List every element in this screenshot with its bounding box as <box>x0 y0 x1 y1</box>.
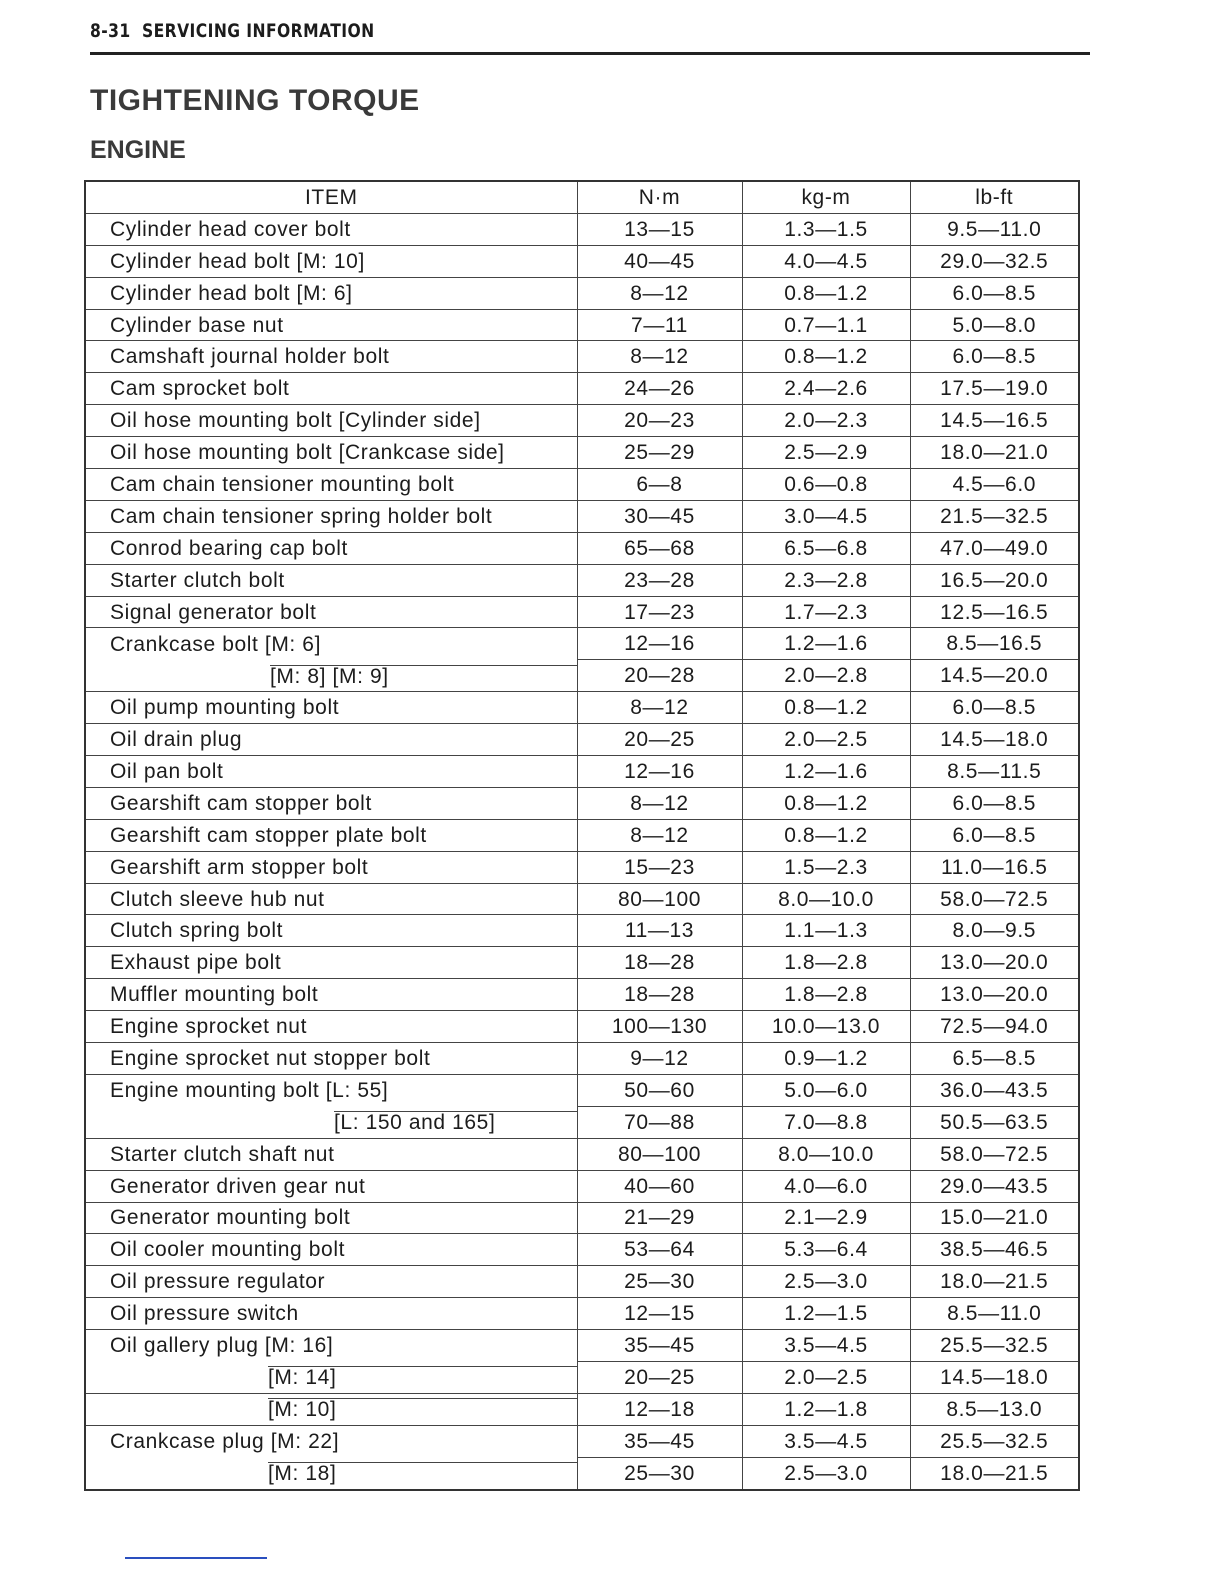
item-cell <box>85 851 577 883</box>
item-cell <box>85 309 577 341</box>
nm-cell: 12—18 <box>577 1393 742 1425</box>
item-label: Cylinder head bolt [M: 6] <box>110 281 353 305</box>
lbft-cell: 6.5—8.5 <box>910 1043 1079 1075</box>
item-cell <box>85 1361 577 1393</box>
kgm-cell: 1.8—2.8 <box>742 947 910 979</box>
table-row <box>85 1138 1079 1170</box>
kgm-cell: 6.5—6.8 <box>742 532 910 564</box>
item-label: Cam sprocket bolt <box>110 377 290 401</box>
item-label: Gearshift cam stopper bolt <box>110 791 372 815</box>
item-label: Crankcase plug [M: 22] <box>110 1429 340 1453</box>
item-label: Generator driven gear nut <box>110 1174 366 1198</box>
kgm-cell: 2.0—2.5 <box>742 724 910 756</box>
nm-cell: 30—45 <box>577 500 742 532</box>
table-row <box>85 979 1079 1011</box>
nm-cell: 20—28 <box>577 660 742 692</box>
lbft-cell: 13.0—20.0 <box>910 979 1079 1011</box>
kgm-cell: 1.8—2.8 <box>742 979 910 1011</box>
column-header-nm: N·m <box>577 181 742 213</box>
table-row <box>85 1202 1079 1234</box>
item-label: Engine mounting bolt [L: 55] <box>110 1079 389 1103</box>
item-cell <box>85 692 577 724</box>
kgm-cell: 0.8—1.2 <box>742 819 910 851</box>
lbft-cell: 14.5—20.0 <box>910 660 1079 692</box>
item-cell <box>85 373 577 405</box>
torque-table-container <box>84 180 1078 1491</box>
item-cell <box>85 756 577 788</box>
lbft-cell: 29.0—43.5 <box>910 1170 1079 1202</box>
item-label: Clutch spring bolt <box>110 919 284 943</box>
item-cell <box>85 469 577 501</box>
table-row <box>85 819 1079 851</box>
lbft-cell: 13.0—20.0 <box>910 947 1079 979</box>
item-label: Gearshift arm stopper bolt <box>110 855 369 879</box>
lbft-cell: 58.0—72.5 <box>910 883 1079 915</box>
kgm-cell: 0.8—1.2 <box>742 341 910 373</box>
item-label: [M: 18] <box>268 1462 578 1484</box>
item-cell <box>85 1043 577 1075</box>
lbft-cell: 47.0—49.0 <box>910 532 1079 564</box>
page-number: 8-31 <box>90 20 131 42</box>
nm-cell: 13—15 <box>577 213 742 245</box>
item-label: Oil cooler mounting bolt <box>110 1238 346 1262</box>
table-row <box>85 787 1079 819</box>
nm-cell: 15—23 <box>577 851 742 883</box>
lbft-cell: 8.0—9.5 <box>910 915 1079 947</box>
kgm-cell: 4.0—6.0 <box>742 1170 910 1202</box>
item-cell <box>85 437 577 469</box>
table-row <box>85 724 1079 756</box>
lbft-cell: 29.0—32.5 <box>910 245 1079 277</box>
table-row <box>85 213 1079 245</box>
kgm-cell: 2.5—3.0 <box>742 1457 910 1489</box>
nm-cell: 21—29 <box>577 1202 742 1234</box>
kgm-cell: 0.8—1.2 <box>742 787 910 819</box>
item-label: Cam chain tensioner spring holder bolt <box>110 504 493 528</box>
table-row <box>85 1043 1079 1075</box>
nm-cell: 20—25 <box>577 724 742 756</box>
item-cell <box>85 1330 577 1362</box>
table-row <box>85 309 1079 341</box>
kgm-cell: 1.2—1.6 <box>742 756 910 788</box>
nm-cell: 12—16 <box>577 756 742 788</box>
item-label: Oil drain plug <box>110 728 243 752</box>
lbft-cell: 8.5—13.0 <box>910 1393 1079 1425</box>
nm-cell: 50—60 <box>577 1074 742 1106</box>
table-row <box>85 1011 1079 1043</box>
lbft-cell: 11.0—16.5 <box>910 851 1079 883</box>
lbft-cell: 18.0—21.0 <box>910 437 1079 469</box>
nm-cell: 12—15 <box>577 1298 742 1330</box>
nm-cell: 35—45 <box>577 1330 742 1362</box>
nm-cell: 18—28 <box>577 979 742 1011</box>
item-label: Oil pump mounting bolt <box>110 696 340 720</box>
table-row <box>85 405 1079 437</box>
item-cell <box>85 564 577 596</box>
nm-cell: 20—23 <box>577 405 742 437</box>
item-cell <box>85 1106 577 1138</box>
item-cell <box>85 1425 577 1457</box>
table-row <box>85 1330 1079 1362</box>
table-row <box>85 469 1079 501</box>
item-label: Generator mounting bolt <box>110 1206 351 1230</box>
section-subtitle: ENGINE <box>90 136 186 164</box>
table-row <box>85 1393 1079 1425</box>
table-row <box>85 1425 1079 1457</box>
lbft-cell: 9.5—11.0 <box>910 213 1079 245</box>
kgm-cell: 2.5—2.9 <box>742 437 910 469</box>
kgm-cell: 7.0—8.8 <box>742 1106 910 1138</box>
nm-cell: 8—12 <box>577 341 742 373</box>
table-row <box>85 437 1079 469</box>
section-title: SERVICING INFORMATION <box>142 20 375 42</box>
lbft-cell: 14.5—18.0 <box>910 724 1079 756</box>
kgm-cell: 2.1—2.9 <box>742 1202 910 1234</box>
nm-cell: 11—13 <box>577 915 742 947</box>
lbft-cell: 72.5—94.0 <box>910 1011 1079 1043</box>
table-row <box>85 756 1079 788</box>
item-cell <box>85 1138 577 1170</box>
item-label: [M: 10] <box>268 1398 578 1420</box>
item-cell <box>85 1074 577 1106</box>
kgm-cell: 1.1—1.3 <box>742 915 910 947</box>
nm-cell: 40—45 <box>577 245 742 277</box>
kgm-cell: 0.9—1.2 <box>742 1043 910 1075</box>
kgm-cell: 1.2—1.8 <box>742 1393 910 1425</box>
item-label: Engine sprocket nut <box>110 1015 308 1039</box>
nm-cell: 20—25 <box>577 1361 742 1393</box>
item-cell <box>85 277 577 309</box>
table-row <box>85 532 1079 564</box>
nm-cell: 8—12 <box>577 787 742 819</box>
item-cell <box>85 947 577 979</box>
item-label: Cylinder head cover bolt <box>110 217 351 241</box>
table-row <box>85 1457 1079 1489</box>
table-row <box>85 245 1079 277</box>
item-cell <box>85 1393 577 1425</box>
table-row <box>85 628 1079 660</box>
lbft-cell: 18.0—21.5 <box>910 1266 1079 1298</box>
lbft-cell: 58.0—72.5 <box>910 1138 1079 1170</box>
lbft-cell: 6.0—8.5 <box>910 341 1079 373</box>
kgm-cell: 0.8—1.2 <box>742 277 910 309</box>
item-cell <box>85 979 577 1011</box>
lbft-cell: 36.0—43.5 <box>910 1074 1079 1106</box>
table-row <box>85 1361 1079 1393</box>
nm-cell: 17—23 <box>577 596 742 628</box>
table-row <box>85 1298 1079 1330</box>
nm-cell: 8—12 <box>577 692 742 724</box>
nm-cell: 8—12 <box>577 277 742 309</box>
lbft-cell: 50.5—63.5 <box>910 1106 1079 1138</box>
kgm-cell: 4.0—4.5 <box>742 245 910 277</box>
nm-cell: 23—28 <box>577 564 742 596</box>
torque-table <box>84 180 1080 1491</box>
item-label: Starter clutch shaft nut <box>110 1142 335 1166</box>
item-label: [M: 8] [M: 9] <box>270 665 578 687</box>
table-row <box>85 947 1079 979</box>
kgm-cell: 5.0—6.0 <box>742 1074 910 1106</box>
lbft-cell: 25.5—32.5 <box>910 1330 1079 1362</box>
item-cell <box>85 1011 577 1043</box>
nm-cell: 6—8 <box>577 469 742 501</box>
nm-cell: 40—60 <box>577 1170 742 1202</box>
item-cell <box>85 883 577 915</box>
nm-cell: 100—130 <box>577 1011 742 1043</box>
lbft-cell: 8.5—11.5 <box>910 756 1079 788</box>
kgm-cell: 0.7—1.1 <box>742 309 910 341</box>
item-label: Signal generator bolt <box>110 600 317 624</box>
nm-cell: 80—100 <box>577 883 742 915</box>
item-label: Oil hose mounting bolt [Crankcase side] <box>110 441 505 465</box>
footer-rule <box>125 1557 267 1559</box>
kgm-cell: 0.8—1.2 <box>742 692 910 724</box>
table-row <box>85 277 1079 309</box>
item-cell <box>85 532 577 564</box>
nm-cell: 18—28 <box>577 947 742 979</box>
item-label: Conrod bearing cap bolt <box>110 536 348 560</box>
lbft-cell: 15.0—21.0 <box>910 1202 1079 1234</box>
item-cell <box>85 915 577 947</box>
kgm-cell: 1.7—2.3 <box>742 596 910 628</box>
table-row <box>85 596 1079 628</box>
table-row <box>85 1106 1079 1138</box>
kgm-cell: 1.5—2.3 <box>742 851 910 883</box>
lbft-cell: 12.5—16.5 <box>910 596 1079 628</box>
kgm-cell: 3.0—4.5 <box>742 500 910 532</box>
kgm-cell: 1.2—1.6 <box>742 628 910 660</box>
kgm-cell: 8.0—10.0 <box>742 883 910 915</box>
nm-cell: 24—26 <box>577 373 742 405</box>
kgm-cell: 1.2—1.5 <box>742 1298 910 1330</box>
nm-cell: 9—12 <box>577 1043 742 1075</box>
item-cell <box>85 1202 577 1234</box>
lbft-cell: 16.5—20.0 <box>910 564 1079 596</box>
column-header-lbft: lb-ft <box>910 181 1079 213</box>
item-label: Cylinder head bolt [M: 10] <box>110 249 365 273</box>
item-cell <box>85 341 577 373</box>
lbft-cell: 14.5—16.5 <box>910 405 1079 437</box>
item-label: Gearshift cam stopper plate bolt <box>110 823 427 847</box>
item-cell <box>85 724 577 756</box>
kgm-cell: 1.3—1.5 <box>742 213 910 245</box>
kgm-cell: 2.0—2.8 <box>742 660 910 692</box>
lbft-cell: 6.0—8.5 <box>910 819 1079 851</box>
item-cell <box>85 245 577 277</box>
table-row <box>85 373 1079 405</box>
table-row <box>85 1266 1079 1298</box>
table-row <box>85 1234 1079 1266</box>
item-cell <box>85 500 577 532</box>
item-cell <box>85 787 577 819</box>
table-row <box>85 915 1079 947</box>
table-row <box>85 500 1079 532</box>
kgm-cell: 5.3—6.4 <box>742 1234 910 1266</box>
nm-cell: 70—88 <box>577 1106 742 1138</box>
kgm-cell: 2.0—2.5 <box>742 1361 910 1393</box>
item-label: Clutch sleeve hub nut <box>110 887 325 911</box>
lbft-cell: 18.0—21.5 <box>910 1457 1079 1489</box>
nm-cell: 25—30 <box>577 1457 742 1489</box>
item-label: Exhaust pipe bolt <box>110 951 282 975</box>
lbft-cell: 21.5—32.5 <box>910 500 1079 532</box>
lbft-cell: 5.0—8.0 <box>910 309 1079 341</box>
kgm-cell: 3.5—4.5 <box>742 1425 910 1457</box>
item-label: Cylinder base nut <box>110 313 284 337</box>
table-row <box>85 883 1079 915</box>
item-cell <box>85 660 577 692</box>
nm-cell: 8—12 <box>577 819 742 851</box>
kgm-cell: 10.0—13.0 <box>742 1011 910 1043</box>
lbft-cell: 6.0—8.5 <box>910 692 1079 724</box>
table-row <box>85 341 1079 373</box>
kgm-cell: 3.5—4.5 <box>742 1330 910 1362</box>
item-label: [L: 150 and 165] <box>334 1111 578 1133</box>
table-row <box>85 851 1079 883</box>
lbft-cell: 14.5—18.0 <box>910 1361 1079 1393</box>
page-title: TIGHTENING TORQUE <box>90 84 420 117</box>
table-row <box>85 564 1079 596</box>
table-row <box>85 1074 1079 1106</box>
item-cell <box>85 628 577 660</box>
item-cell <box>85 819 577 851</box>
nm-cell: 35—45 <box>577 1425 742 1457</box>
table-row <box>85 692 1079 724</box>
item-label: Oil pan bolt <box>110 759 224 783</box>
item-cell <box>85 1298 577 1330</box>
lbft-cell: 6.0—8.5 <box>910 787 1079 819</box>
item-label: Engine sprocket nut stopper bolt <box>110 1046 431 1070</box>
item-label: Oil pressure switch <box>110 1302 299 1326</box>
kgm-cell: 2.4—2.6 <box>742 373 910 405</box>
item-label: Cam chain tensioner mounting bolt <box>110 472 455 496</box>
nm-cell: 80—100 <box>577 1138 742 1170</box>
lbft-cell: 6.0—8.5 <box>910 277 1079 309</box>
item-label: Crankcase bolt [M: 6] <box>110 632 322 656</box>
item-label: Oil pressure regulator <box>110 1270 326 1294</box>
item-cell <box>85 596 577 628</box>
table-body <box>85 213 1079 1489</box>
lbft-cell: 8.5—16.5 <box>910 628 1079 660</box>
table-header-row <box>85 181 1079 213</box>
kgm-cell: 2.0—2.3 <box>742 405 910 437</box>
item-label: Starter clutch bolt <box>110 568 285 592</box>
item-cell <box>85 1170 577 1202</box>
nm-cell: 25—30 <box>577 1266 742 1298</box>
nm-cell: 7—11 <box>577 309 742 341</box>
nm-cell: 53—64 <box>577 1234 742 1266</box>
lbft-cell: 4.5—6.0 <box>910 469 1079 501</box>
item-label: Oil gallery plug [M: 16] <box>110 1334 334 1358</box>
nm-cell: 65—68 <box>577 532 742 564</box>
nm-cell: 25—29 <box>577 437 742 469</box>
kgm-cell: 2.3—2.8 <box>742 564 910 596</box>
lbft-cell: 38.5—46.5 <box>910 1234 1079 1266</box>
item-cell <box>85 213 577 245</box>
table-row <box>85 660 1079 692</box>
item-cell <box>85 1266 577 1298</box>
nm-cell: 12—16 <box>577 628 742 660</box>
item-label: Muffler mounting bolt <box>110 983 319 1007</box>
kgm-cell: 8.0—10.0 <box>742 1138 910 1170</box>
column-header-item: ITEM <box>85 181 577 213</box>
page-header <box>90 20 1090 55</box>
item-cell <box>85 1234 577 1266</box>
table-row <box>85 1170 1079 1202</box>
item-label: Camshaft journal holder bolt <box>110 345 390 369</box>
item-label: Oil hose mounting bolt [Cylinder side] <box>110 409 481 433</box>
lbft-cell: 17.5—19.0 <box>910 373 1079 405</box>
column-header-kgm: kg-m <box>742 181 910 213</box>
lbft-cell: 25.5—32.5 <box>910 1425 1079 1457</box>
kgm-cell: 0.6—0.8 <box>742 469 910 501</box>
item-cell <box>85 405 577 437</box>
item-cell <box>85 1457 577 1489</box>
item-label: [M: 14] <box>268 1366 578 1388</box>
lbft-cell: 8.5—11.0 <box>910 1298 1079 1330</box>
kgm-cell: 2.5—3.0 <box>742 1266 910 1298</box>
